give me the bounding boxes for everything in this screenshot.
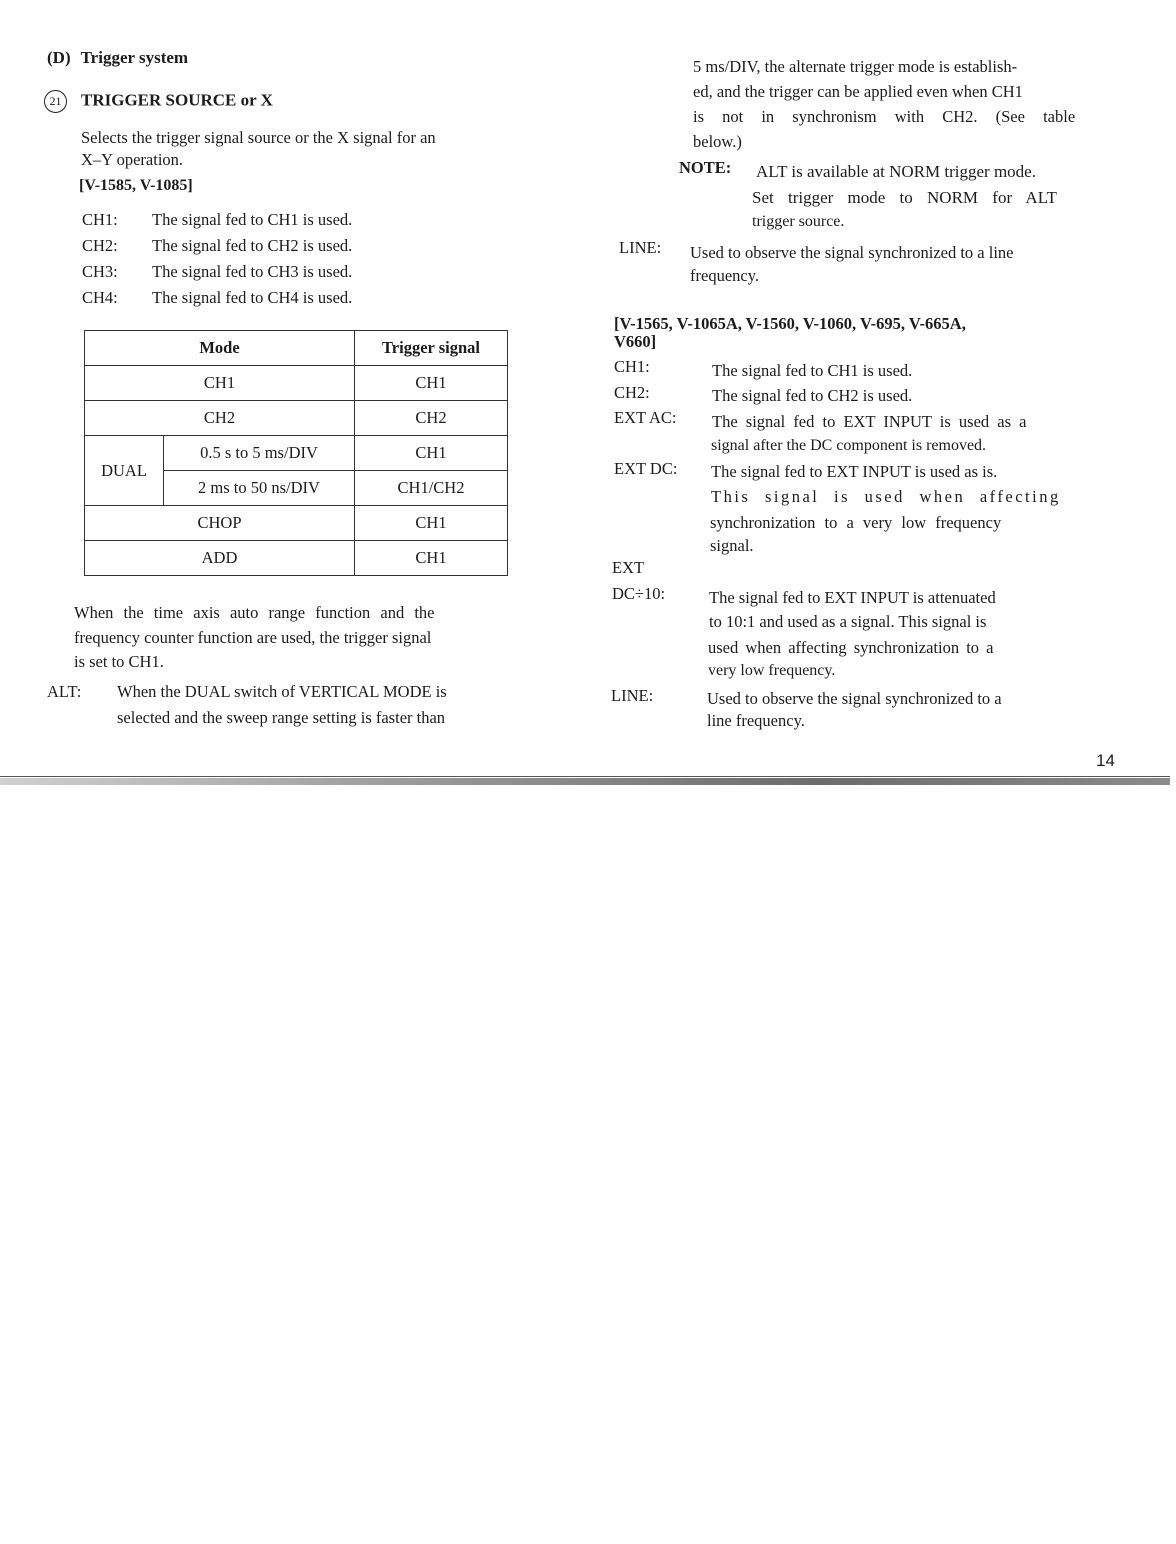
intro-line-1: Selects the trigger signal source or the X signal for an [81,128,436,147]
source-b-desc: line frequency. [707,711,805,730]
item-number-badge: 21 [44,90,67,113]
alt-cont-line-2: ed, and the trigger can be applied even when CH1 [693,82,1023,101]
table-row [85,401,508,436]
page-footer-rule [0,778,1170,785]
source-term: CH2: [82,236,118,255]
trigger-mode-table [84,330,508,576]
header-trigger-signal: Trigger signal [355,331,508,366]
item-title: TRIGGER SOURCE or X [81,90,273,110]
source-b-term: CH1: [614,357,650,376]
mode-cell: ADD [85,541,355,576]
line-desc-a-1: Used to observe the signal synchronized to a line [690,243,1014,262]
page-footer-rule-top [0,776,1170,777]
note-auto-range-line-2: frequency counter function are used, the trigger signal [74,628,432,647]
note-label: NOTE: [679,158,732,177]
note-line-2: Set trigger mode to NORM for ALT [752,188,1057,207]
source-b-desc: to 10:1 and used as a signal. This signal is [709,612,987,631]
models-heading-a: [V-1585, V-1085] [79,177,193,194]
source-b-term: EXT AC: [614,408,677,427]
signal-cell: CH1 [355,506,508,541]
models-heading-b-line-1: [V-1565, V-1065A, V-1560, V-1060, V-695, V-665A, [614,314,966,333]
signal-cell: CH2 [355,401,508,436]
signal-cell: CH1/CH2 [355,471,508,506]
alt-cont-line-1: 5 ms/DIV, the alternate trigger mode is establish- [693,57,1018,76]
source-b-term-2: DC÷10: [612,584,666,603]
source-desc: The signal fed to CH3 is used. [152,262,353,281]
source-term: CH4: [82,288,118,307]
sweep-range-cell: 0.5 s to 5 ms/DIV [164,436,355,471]
note-line-3: trigger source. [752,213,845,230]
source-b-term: EXT DC: [614,459,678,478]
source-desc: The signal fed to CH4 is used. [152,288,353,307]
header-mode: Mode [85,331,355,366]
intro-line-2: X–Y operation. [81,150,184,169]
table-row [85,541,508,576]
mode-cell: CH2 [85,401,355,436]
line-term-a: LINE: [619,238,662,257]
signal-cell: CH1 [355,436,508,471]
alt-cont-line-4: below.) [693,132,742,151]
source-b-term: LINE: [611,686,654,705]
section-title: Trigger system [80,48,189,67]
mode-cell-dual: DUAL [85,436,164,506]
source-desc: The signal fed to CH1 is used. [152,210,353,229]
source-desc: The signal fed to CH2 is used. [152,236,353,255]
source-b-desc: The signal fed to EXT INPUT is attenuated [709,588,996,607]
table-row [85,366,508,401]
source-term: CH3: [82,262,118,281]
section-label: (D) [47,48,71,67]
alt-cont-line-3: is not in synchronism with CH2. (See table [693,107,1076,126]
source-b-desc: The signal fed to CH2 is used. [712,386,913,405]
table-header-row [85,331,508,366]
source-b-desc: This signal is used when affecting [711,487,1061,506]
source-b-term: EXT [612,558,645,577]
alt-desc-line-1: When the DUAL switch of VERTICAL MODE is [117,682,447,701]
page-number: 14 [1096,751,1115,770]
source-b-desc: signal after the DC component is removed. [711,437,987,454]
source-b-desc: Used to observe the signal synchronized to a [707,689,1002,708]
note-auto-range-line-3: is set to CH1. [74,652,164,671]
signal-cell: CH1 [355,541,508,576]
source-b-desc: synchronization to a very low frequency [710,513,1002,532]
alt-term: ALT: [47,682,82,701]
table-row [85,436,508,471]
sweep-range-cell: 2 ms to 50 ns/DIV [164,471,355,506]
table-row [85,506,508,541]
source-b-desc: used when affecting synchronization to a [708,638,994,657]
source-b-term: CH2: [614,383,650,402]
source-b-desc: signal. [710,536,754,555]
signal-cell: CH1 [355,366,508,401]
alt-desc-line-2: selected and the sweep range setting is faster than [117,708,446,727]
source-b-desc: The signal fed to EXT INPUT is used as a [712,412,1027,431]
models-heading-b-line-2: V660] [614,332,657,351]
mode-cell: CHOP [85,506,355,541]
mode-cell: CH1 [85,366,355,401]
source-b-desc: very low frequency. [708,662,836,679]
line-desc-a-2: frequency. [690,266,760,285]
section-heading [47,48,188,68]
source-b-desc: The signal fed to CH1 is used. [712,361,913,380]
item-heading [44,90,273,113]
source-b-desc: The signal fed to EXT INPUT is used as is. [711,462,998,481]
note-line-1: ALT is available at NORM trigger mode. [756,162,1036,181]
note-auto-range-line-1: When the time axis auto range function and the [74,603,435,622]
source-term: CH1: [82,210,118,229]
